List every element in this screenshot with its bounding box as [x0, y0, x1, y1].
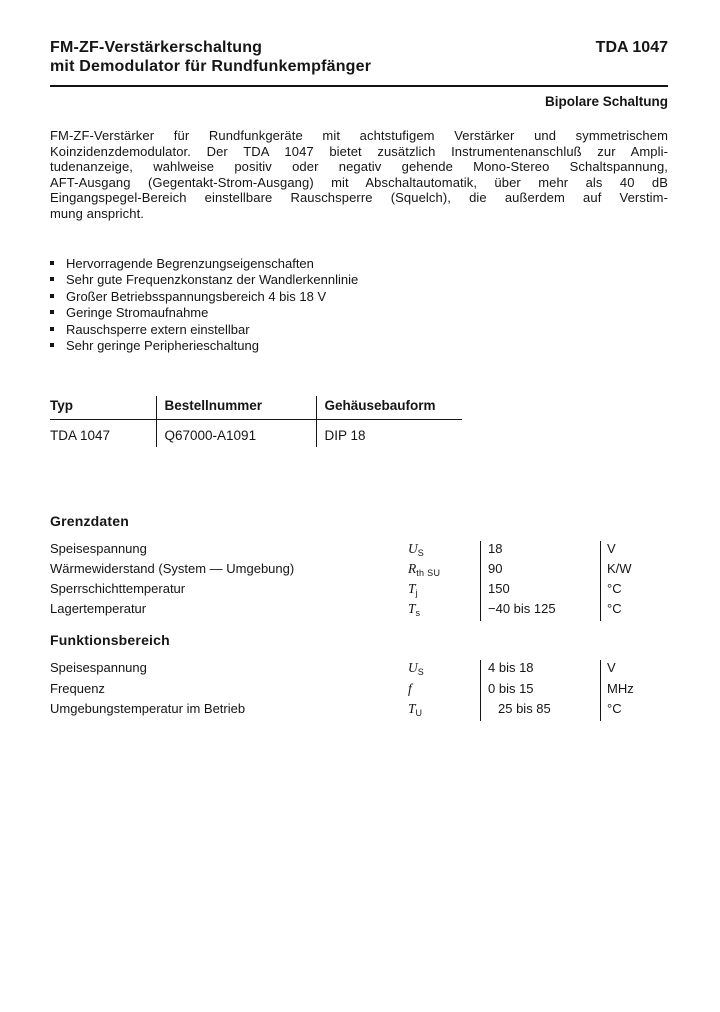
- spec-symbol: $U_S$: [408, 540, 425, 558]
- bullet-icon: [50, 343, 54, 347]
- spec-symbol: $U_S$: [408, 660, 425, 678]
- cell-gehaeusebauform: DIP 18: [316, 419, 462, 447]
- spec-unit: °C: [600, 581, 668, 601]
- spec-row: [50, 541, 668, 561]
- spec-label: Umgebungstemperatur im Betrieb: [50, 700, 246, 716]
- description-line: Eingangspegel-Bereich einstellbare Rauschsperre (Squelch), die außerdem auf Verstim-: [50, 190, 668, 206]
- feature-item: [50, 289, 668, 306]
- header-rule: [50, 85, 668, 87]
- feature-text: Großer Betriebsspannungsbereich 4 bis 18 V: [66, 288, 327, 304]
- spec-row: [50, 701, 668, 721]
- feature-text: Geringe Stromaufnahme: [66, 305, 209, 321]
- spec-symbol: $T_s$: [408, 601, 421, 619]
- spec-symbol: $T_U$: [408, 700, 423, 718]
- spec-value: 0 bis 15: [480, 681, 600, 701]
- spec-value: 90: [480, 561, 600, 581]
- spec-label: Wärmewiderstand (System — Umgebung): [50, 560, 295, 576]
- page-title-line2: mit Demodulator für Rundfunkempfänger: [50, 58, 372, 75]
- spec-row: [50, 660, 668, 680]
- table-row: [50, 419, 462, 447]
- column-header-gehaeusebauform: Gehäusebauform: [316, 396, 462, 420]
- spec-unit: V: [600, 660, 668, 680]
- part-number: TDA 1047: [595, 39, 668, 56]
- feature-text: Rauschsperre extern einstellbar: [66, 321, 250, 337]
- cell-typ: TDA 1047: [50, 427, 111, 443]
- feature-item: [50, 322, 668, 339]
- page-title-line1: FM-ZF-Verstärkerschaltung: [50, 39, 263, 56]
- section-heading-funktionsbereich: Funktionsbereich: [50, 632, 170, 649]
- spec-unit: °C: [600, 601, 668, 621]
- operating-spec-rows: [50, 660, 668, 721]
- page-header: [50, 38, 668, 76]
- description-line: tudenanzeige, wahlweise positiv oder negativ gehende Mono-Stereo Schaltspannung,: [50, 159, 668, 175]
- spec-label: Sperrschichttemperatur: [50, 580, 186, 596]
- spec-unit: °C: [600, 701, 668, 721]
- spec-value: 4 bis 18: [480, 660, 600, 680]
- bullet-icon: [50, 277, 54, 281]
- column-header-typ: Typ: [50, 396, 156, 420]
- description-paragraph: [50, 128, 668, 222]
- ordering-table: [50, 396, 462, 447]
- spec-symbol: f: [408, 680, 412, 696]
- feature-text: Sehr geringe Peripherieschaltung: [66, 338, 259, 354]
- column-header-bestellnummer: Bestellnummer: [156, 396, 316, 420]
- spec-value: 25 bis 85: [480, 701, 600, 721]
- spec-value: 18: [480, 541, 600, 561]
- spec-row: [50, 681, 668, 701]
- feature-list: [50, 256, 668, 355]
- spec-value: −40 bis 125: [480, 601, 600, 621]
- description-line: AFT-Ausgang (Gegentakt-Strom-Ausgang) mit Abschaltautomatik, über mehr als 40 dB: [50, 174, 668, 190]
- spec-label: Frequenz: [50, 680, 105, 696]
- technology-subtitle: Bipolare Schaltung: [544, 94, 668, 109]
- spec-symbol: $T_j$: [408, 580, 418, 598]
- limits-spec-rows: [50, 541, 668, 622]
- spec-unit: K/W: [600, 561, 668, 581]
- bullet-icon: [50, 310, 54, 314]
- spec-label: Speisespannung: [50, 660, 147, 676]
- cell-bestellnummer: Q67000-A1091: [156, 419, 316, 447]
- spec-row: [50, 601, 668, 621]
- feature-text: Sehr gute Frequenzkonstanz der Wandlerkennlinie: [66, 272, 359, 288]
- section-heading-grenzdaten: Grenzdaten: [50, 512, 130, 529]
- spec-row: [50, 561, 668, 581]
- page-title: [50, 38, 371, 76]
- bullet-icon: [50, 327, 54, 331]
- bullet-icon: [50, 261, 54, 265]
- ordering-table-header-row: [50, 396, 462, 420]
- feature-item: [50, 272, 668, 289]
- description-line: Koinzidenzdemodulator. Der TDA 1047 bietet zusätzlich Instrumentenanschluß zur Ampli-: [50, 143, 668, 159]
- spec-label: Lagertemperatur: [50, 601, 147, 617]
- spec-value: 150: [480, 581, 600, 601]
- bullet-icon: [50, 294, 54, 298]
- spec-label: Speisespannung: [50, 540, 147, 556]
- spec-row: [50, 581, 668, 601]
- description-line: FM-ZF-Verstärker für Rundfunkgeräte mit achtstufigem Verstärker und symmetrischem: [50, 128, 668, 143]
- spec-unit: V: [600, 541, 668, 561]
- spec-symbol: $R_{th SU}$: [408, 560, 441, 578]
- page-content: [50, 38, 668, 721]
- feature-item: [50, 256, 668, 273]
- feature-item: [50, 338, 668, 355]
- description-line: mung anspricht.: [50, 205, 144, 221]
- feature-item: [50, 305, 668, 322]
- feature-text: Hervorragende Begrenzungseigenschaften: [66, 255, 314, 271]
- spec-unit: MHz: [600, 681, 668, 701]
